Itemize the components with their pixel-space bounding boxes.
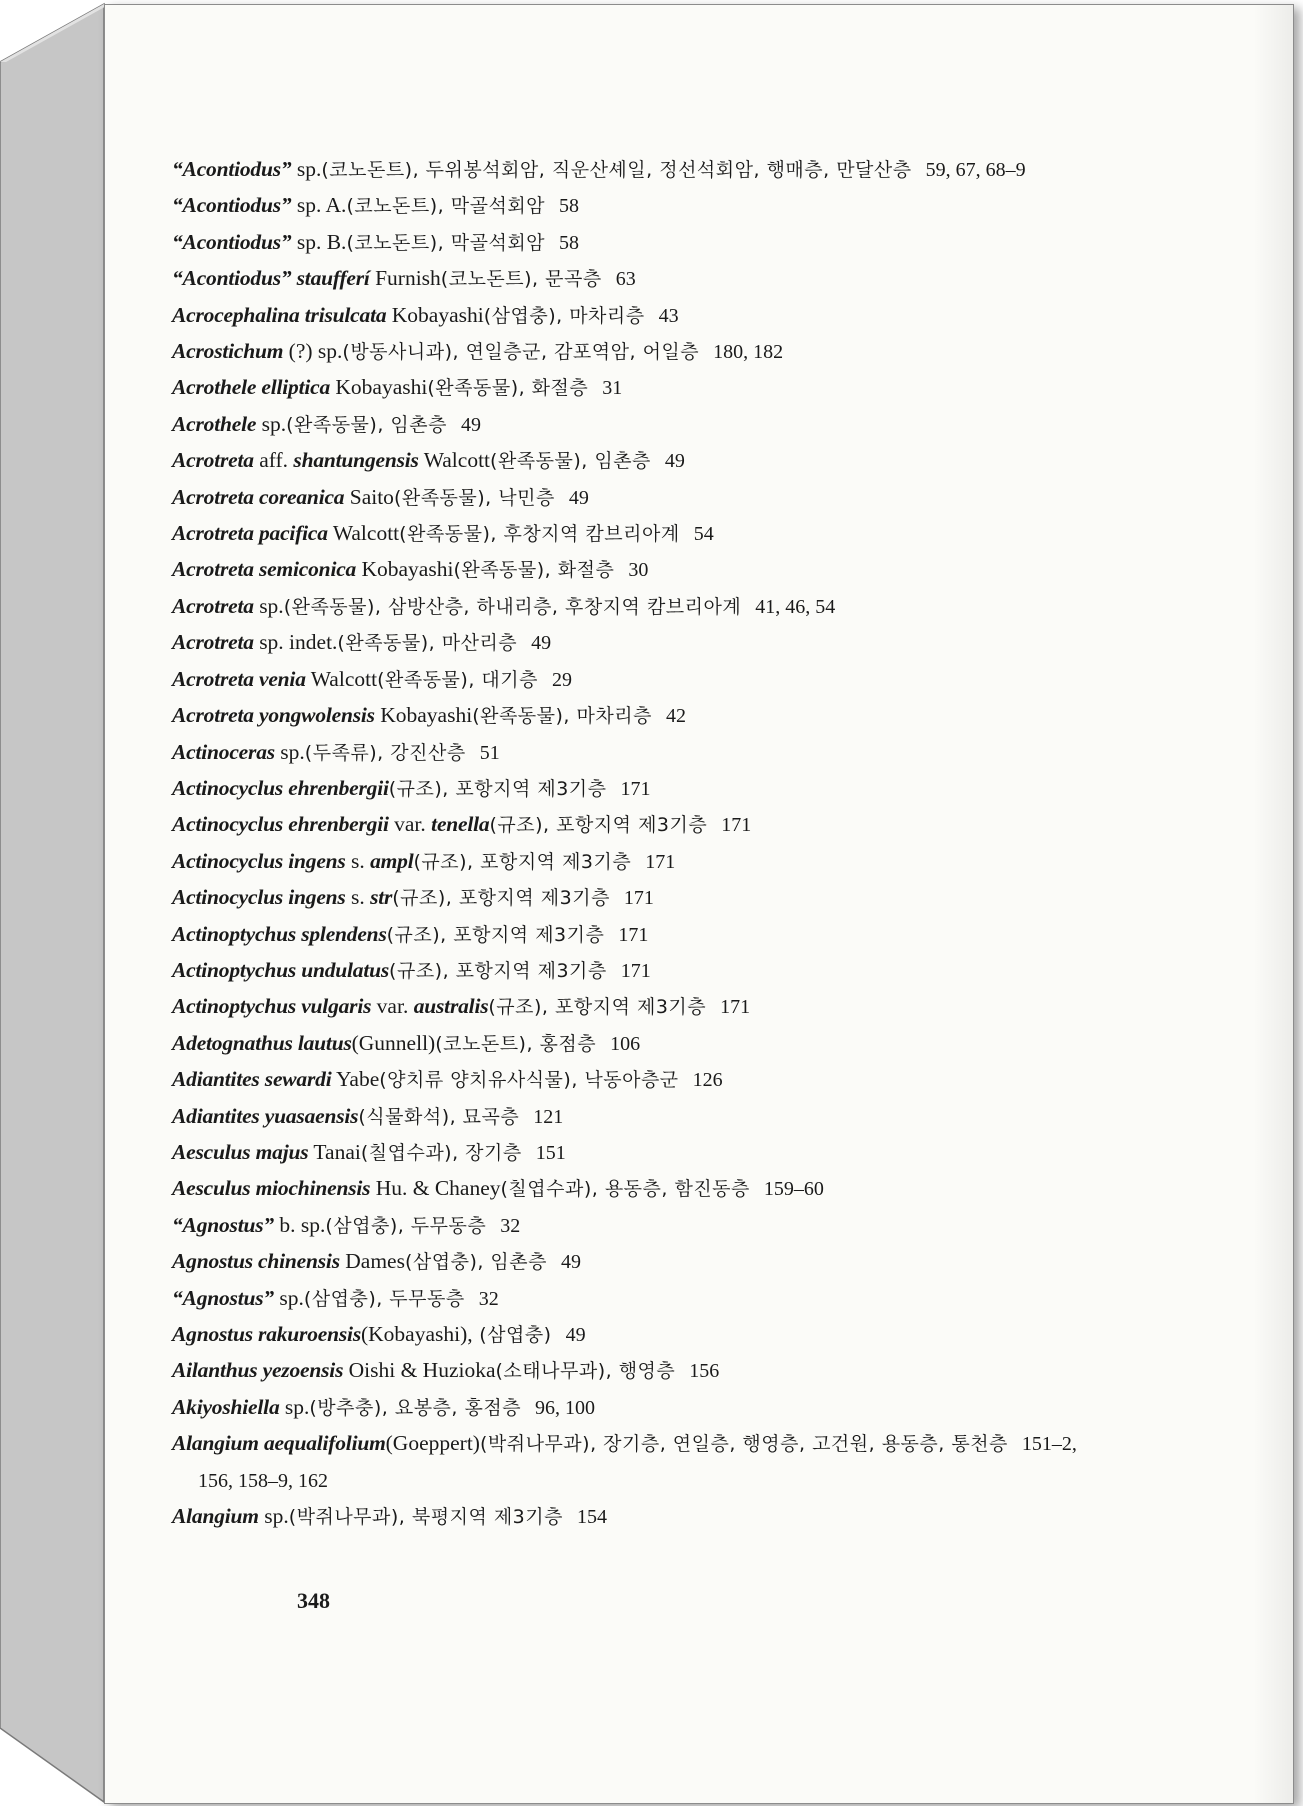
scientific-name: Actinocyclus ingens: [172, 885, 346, 910]
index-entry: [172, 1499, 1172, 1535]
index-entry: [172, 807, 1172, 843]
page-references: 171: [620, 959, 651, 982]
page-references: 31: [602, 377, 623, 400]
entry-description: (완족동물), 낙민층: [393, 486, 555, 509]
page-references: 156: [689, 1360, 720, 1383]
author-text: (?) sp.: [283, 339, 343, 364]
entry-description: (규조), 포항지역 제3기층: [392, 887, 610, 910]
scientific-name: Adiantites yuasaensis: [172, 1103, 359, 1128]
entry-description: (완족동물), 화절층: [453, 559, 615, 582]
page-references: 96, 100: [535, 1396, 596, 1419]
index-entry: [172, 589, 1172, 625]
author-text: Walcott: [327, 521, 400, 546]
index-entry: [172, 443, 1172, 479]
entry-description: (박쥐나무과), 장기층, 연일층, 행영층, 고건원, 용동층, 통천층: [479, 1433, 1008, 1456]
entry-description: (삼엽충), 임촌층: [404, 1251, 547, 1274]
author-text: sp. A.: [291, 193, 347, 218]
entry-description: (소태나무과), 행영층: [495, 1360, 676, 1383]
entry-description: (삼엽충): [472, 1324, 552, 1346]
scientific-name: Actinoptychus undulatus: [172, 957, 390, 982]
index-entry: [172, 880, 1172, 916]
index-entry: [172, 407, 1172, 443]
index-entry: [172, 1135, 1172, 1171]
index-entry: [172, 698, 1172, 734]
index-entry: [172, 953, 1172, 989]
entry-description: (완족동물), 임촌층: [286, 413, 447, 436]
scientific-name: Acrostichum: [172, 339, 284, 364]
page-references: 49: [460, 413, 481, 436]
page-references: 106: [610, 1032, 641, 1055]
page-references: 58: [559, 195, 580, 218]
scientific-name: “Agnostus”: [172, 1285, 274, 1310]
page-references: 171: [620, 777, 651, 800]
page-references: 49: [565, 1324, 586, 1346]
scientific-name: Actinocyclus ehrenbergii: [172, 775, 389, 800]
author-text: Walcott: [305, 666, 378, 691]
scientific-name: Acrotreta: [172, 448, 254, 473]
index-entry: [172, 480, 1172, 516]
index-entry: [172, 735, 1172, 771]
entry-description: (식물화석), 묘곡층: [358, 1105, 520, 1128]
entry-description: (코노돈트), 막골석회암: [346, 231, 546, 254]
scientific-name-suffix: australis: [413, 994, 489, 1019]
author-text: sp. B.: [291, 229, 347, 254]
author-text: sp.: [253, 593, 284, 618]
page-references: 126: [692, 1069, 723, 1092]
author-text: sp.: [258, 1504, 289, 1529]
index-entry: [172, 1099, 1172, 1135]
author-text: sp.: [273, 1285, 304, 1310]
page-number: 348: [297, 1588, 330, 1613]
page-references: 49: [664, 450, 685, 473]
entry-description: (완족동물), 후창지역 캄브리아계: [399, 523, 680, 546]
page-references: 30: [628, 559, 649, 582]
entry-description: (완족동물), 삼방산층, 하내리층, 후창지역 캄브리아계: [283, 595, 742, 618]
entry-description: (두족류), 강진산층: [304, 741, 466, 764]
page-references: 54: [693, 523, 714, 546]
author-text: (Kobayashi),: [361, 1322, 473, 1346]
entry-description: (규조), 포항지역 제3기층: [389, 959, 607, 982]
scientific-name: Adetognathus lautus: [172, 1030, 352, 1055]
entry-description: (완족동물), 임촌층: [490, 450, 651, 473]
page-references: 171: [720, 996, 751, 1019]
entry-description: (완족동물), 마차리층: [472, 705, 652, 728]
scientific-name: Alangium: [172, 1504, 259, 1529]
author-text: s.: [345, 885, 371, 910]
scientific-name: “Agnostus”: [172, 1212, 274, 1237]
author-text: (Gunnell): [351, 1030, 436, 1055]
index-entry: [172, 1390, 1172, 1426]
scientific-name: Acrocephalina trisulcata: [172, 302, 387, 327]
scientific-name: “Acontiodus”: [172, 229, 292, 254]
index-entry: [172, 1317, 1172, 1353]
page-references: 154: [576, 1506, 607, 1529]
index-entry: [172, 552, 1172, 588]
index-entry: [172, 225, 1172, 261]
author-text: aff.: [253, 448, 294, 473]
scientific-name: Agnostus chinensis: [172, 1249, 340, 1274]
page-references: 32: [478, 1287, 499, 1310]
scientific-name: Acrotreta yongwolensis: [172, 703, 375, 728]
scientific-name-suffix: shantungensis: [293, 448, 419, 473]
index-entry: [172, 989, 1172, 1025]
scientific-name-suffix: ampl: [370, 848, 414, 873]
scientific-name: Actinocyclus ehrenbergii: [172, 812, 389, 837]
index-entry: [172, 188, 1172, 224]
index-entry: [172, 1281, 1172, 1317]
page-references: 49: [531, 632, 552, 655]
entry-description: (칠엽수과), 용동층, 함진동층: [500, 1178, 750, 1201]
scientific-name-suffix: tenella: [431, 812, 490, 837]
scientific-name: Acrotreta: [172, 630, 254, 655]
index-entry: [172, 844, 1172, 880]
index-entry: [172, 662, 1172, 698]
page-references: 151: [535, 1141, 566, 1164]
entry-description: (코노돈트), 문곡층: [440, 268, 602, 291]
index-entry: [172, 370, 1172, 406]
author-text: (Goeppert): [385, 1431, 480, 1456]
index-entry: [172, 1244, 1172, 1280]
page-references: 49: [568, 486, 589, 509]
scientific-name: Acrothele elliptica: [172, 375, 331, 400]
author-text: var.: [371, 994, 414, 1019]
page-references: 121: [533, 1105, 564, 1128]
scientific-name: “Acontiodus” staufferí: [172, 266, 370, 291]
scientific-name: Ailanthus yezoensis: [172, 1358, 344, 1383]
scientific-name: Acrotreta coreanica: [172, 484, 345, 509]
scientific-name: Aesculus miochinensis: [172, 1176, 371, 1201]
index-entry: [172, 917, 1172, 953]
author-text: Furnish: [369, 266, 441, 291]
page-references: 171: [721, 814, 752, 837]
page-references: 29: [551, 668, 572, 691]
page-references: 63: [615, 268, 636, 291]
entry-description: (완족동물), 화절층: [427, 377, 589, 400]
author-text: Kobayashi: [386, 302, 484, 327]
page-references: 59, 67, 68–9: [925, 159, 1026, 181]
page-references: 171: [623, 887, 654, 910]
entry-description: (삼엽충), 두무동층: [325, 1214, 487, 1237]
index-entry: [172, 1426, 1098, 1499]
index-entry: [172, 516, 1172, 552]
index-entry: [172, 1026, 1172, 1062]
author-text: Kobayashi: [330, 375, 428, 400]
author-text: Tanai: [308, 1139, 361, 1164]
entry-description: (코노돈트), 두위봉석회암, 직운산셰일, 정선석회암, 행매층, 만달산층: [321, 159, 912, 181]
entry-description: (코노돈트), 막골석회암: [346, 195, 546, 218]
scientific-name: Actinocyclus ingens: [172, 848, 346, 873]
scientific-name: Akiyoshiella: [172, 1394, 280, 1419]
index-entry: [172, 1353, 1172, 1389]
index-entry: [172, 1208, 1172, 1244]
entry-description: (규조), 포항지역 제3기층: [488, 996, 707, 1019]
index-entry: [172, 1171, 1172, 1207]
entry-description: (규조), 포항지역 제3기층: [388, 777, 607, 800]
page-references: 171: [618, 923, 649, 946]
author-text: s.: [345, 848, 371, 873]
index-entry: [172, 261, 1172, 297]
scientific-name: “Acontiodus”: [172, 193, 292, 218]
author-text: Kobayashi: [356, 557, 454, 582]
entry-description: (규조), 포항지역 제3기층: [386, 923, 605, 946]
entry-description: (삼엽충), 마차리층: [483, 304, 645, 327]
page-shade: [1253, 5, 1293, 1803]
entry-description: (완족동물), 대기층: [377, 668, 538, 691]
scientific-name: Agnostus rakuroensis: [172, 1322, 361, 1346]
scientific-name: Adiantites sewardi: [172, 1067, 332, 1092]
entry-description: (박쥐나무과), 북평지역 제3기층: [288, 1506, 563, 1529]
author-text: Dames: [339, 1249, 405, 1274]
page-references: 58: [559, 231, 580, 254]
index-entry: [172, 1062, 1172, 1098]
author-text: Oishi & Huzioka: [343, 1358, 496, 1383]
scientific-name: Alangium aequalifolium: [172, 1431, 386, 1456]
author-text: Kobayashi: [374, 703, 473, 728]
index-entry: [172, 298, 1172, 334]
page-references: 159–60: [763, 1178, 824, 1201]
scientific-name: Actinoptychus splendens: [172, 921, 387, 946]
author-text: b. sp.: [273, 1212, 326, 1237]
author-text: sp.: [274, 739, 305, 764]
entry-description: (규조), 포항지역 제3기층: [413, 850, 632, 873]
page-references: 42: [665, 705, 686, 728]
author-text: sp.: [291, 157, 322, 181]
index-entry-list: [172, 152, 1172, 1535]
author-text: Yabe: [331, 1067, 380, 1092]
entry-description: (규조), 포항지역 제3기층: [489, 814, 708, 837]
page-references: 171: [645, 850, 676, 873]
scientific-name: “Acontiodus”: [172, 157, 292, 181]
scientific-name: Actinoptychus vulgaris: [172, 994, 372, 1019]
page-references: 49: [561, 1251, 581, 1274]
scientific-name: Actinoceras: [172, 739, 275, 764]
entry-description: (방동사니과), 연일층군, 감포역암, 어일층: [342, 341, 700, 364]
scientific-name: Acrotreta venia: [172, 666, 306, 691]
page-references: 41, 46, 54: [755, 595, 836, 618]
scientific-name: Aesculus majus: [172, 1139, 309, 1164]
author-text: var.: [388, 812, 432, 837]
index-entry: [172, 625, 1172, 661]
entry-description: (방추충), 요봉층, 홍점층: [309, 1396, 522, 1419]
scientific-name: Acrotreta semiconica: [172, 557, 357, 582]
author-text: Hu. & Chaney: [370, 1176, 501, 1201]
page-references: 180, 182: [713, 341, 784, 364]
entry-description: (양치류 양치유사식물), 낙동아층군: [379, 1069, 679, 1092]
page-references: 151–2, 156, 158–9, 162: [198, 1433, 1077, 1492]
index-entry: [172, 334, 1172, 370]
author-text: Saito: [344, 484, 394, 509]
page-references: 43: [658, 304, 679, 327]
entry-description: (삼엽충), 두무동층: [303, 1287, 465, 1310]
author-text-suffix: Walcott: [418, 448, 491, 473]
scientific-name: Acrotreta: [172, 593, 254, 618]
entry-description: (칠엽수과), 장기층: [360, 1141, 522, 1164]
author-text: sp. indet.: [253, 630, 338, 655]
author-text: sp.: [256, 411, 287, 436]
entry-description: (코노돈트), 홍점층: [435, 1032, 597, 1055]
entry-description: (완족동물), 마산리층: [337, 632, 518, 655]
scientific-name: Acrothele: [172, 411, 257, 436]
scientific-name-suffix: str: [370, 885, 393, 910]
author-text: sp.: [279, 1394, 310, 1419]
scientific-name: Acrotreta pacifica: [172, 521, 328, 546]
index-entry: [172, 771, 1172, 807]
index-entry: [172, 152, 1098, 188]
page-references: 51: [479, 741, 500, 764]
page-references: 32: [500, 1214, 521, 1237]
